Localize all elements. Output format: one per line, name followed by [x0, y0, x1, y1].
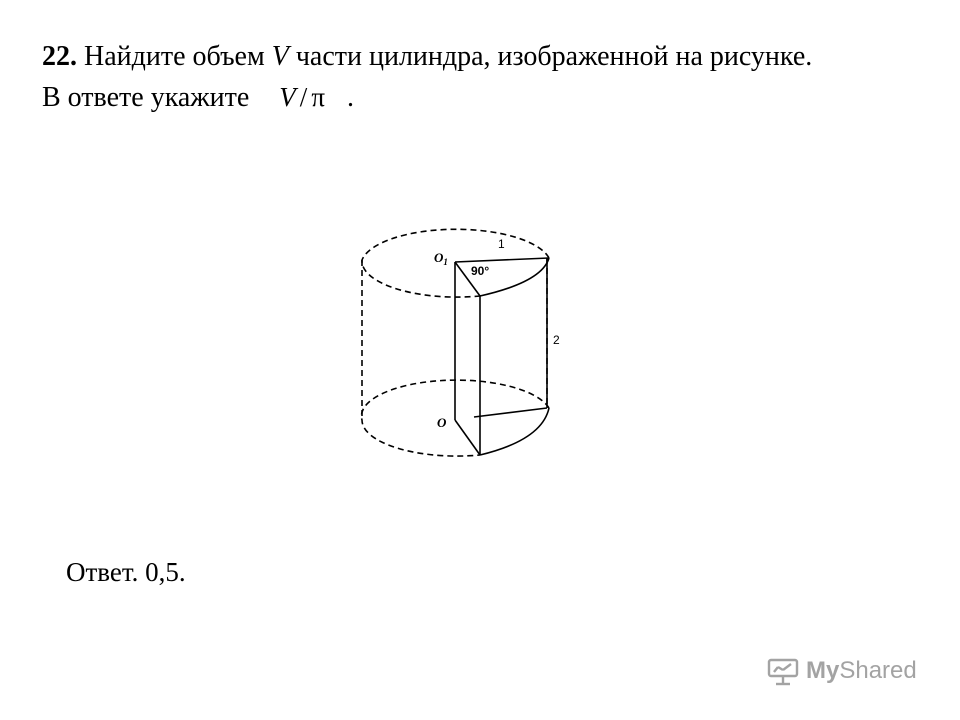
formula-slash: / [299, 82, 308, 112]
answer-formula [279, 80, 325, 114]
cylinder-figure [350, 218, 590, 468]
formula-v: V [279, 82, 296, 112]
problem-instruction: В ответе укажите [42, 82, 250, 113]
label-radius: 1 [498, 237, 505, 251]
mysharedwatermark [766, 656, 917, 686]
problem-number: 22. [42, 41, 77, 72]
formula-pi: π [311, 82, 325, 112]
problem-text-part1: Найдите объем [77, 41, 272, 72]
presentation-board-icon [766, 656, 800, 686]
problem-line2-period: . [346, 82, 354, 113]
problem-text-part2: части цилиндра, изображенной на рисунке. [288, 41, 813, 72]
watermark-my: My [806, 657, 840, 684]
volume-variable: V [271, 41, 289, 72]
problem-statement-line1 [42, 40, 812, 74]
label-angle: 90° [471, 264, 490, 278]
watermark-text [806, 657, 917, 685]
problem-statement-line2 [42, 80, 354, 115]
label-o: O [437, 415, 447, 430]
label-height: 2 [553, 333, 560, 347]
answer-text: Ответ. 0,5. [66, 557, 186, 587]
bottom-radius-o-b [455, 420, 480, 455]
top-radius-o1-a [455, 258, 549, 262]
watermark-shared: Shared [839, 657, 917, 684]
top-arc-solid [480, 258, 549, 296]
bottom-radius-o-a [474, 408, 547, 417]
label-o1: $O_1$ [434, 250, 448, 267]
